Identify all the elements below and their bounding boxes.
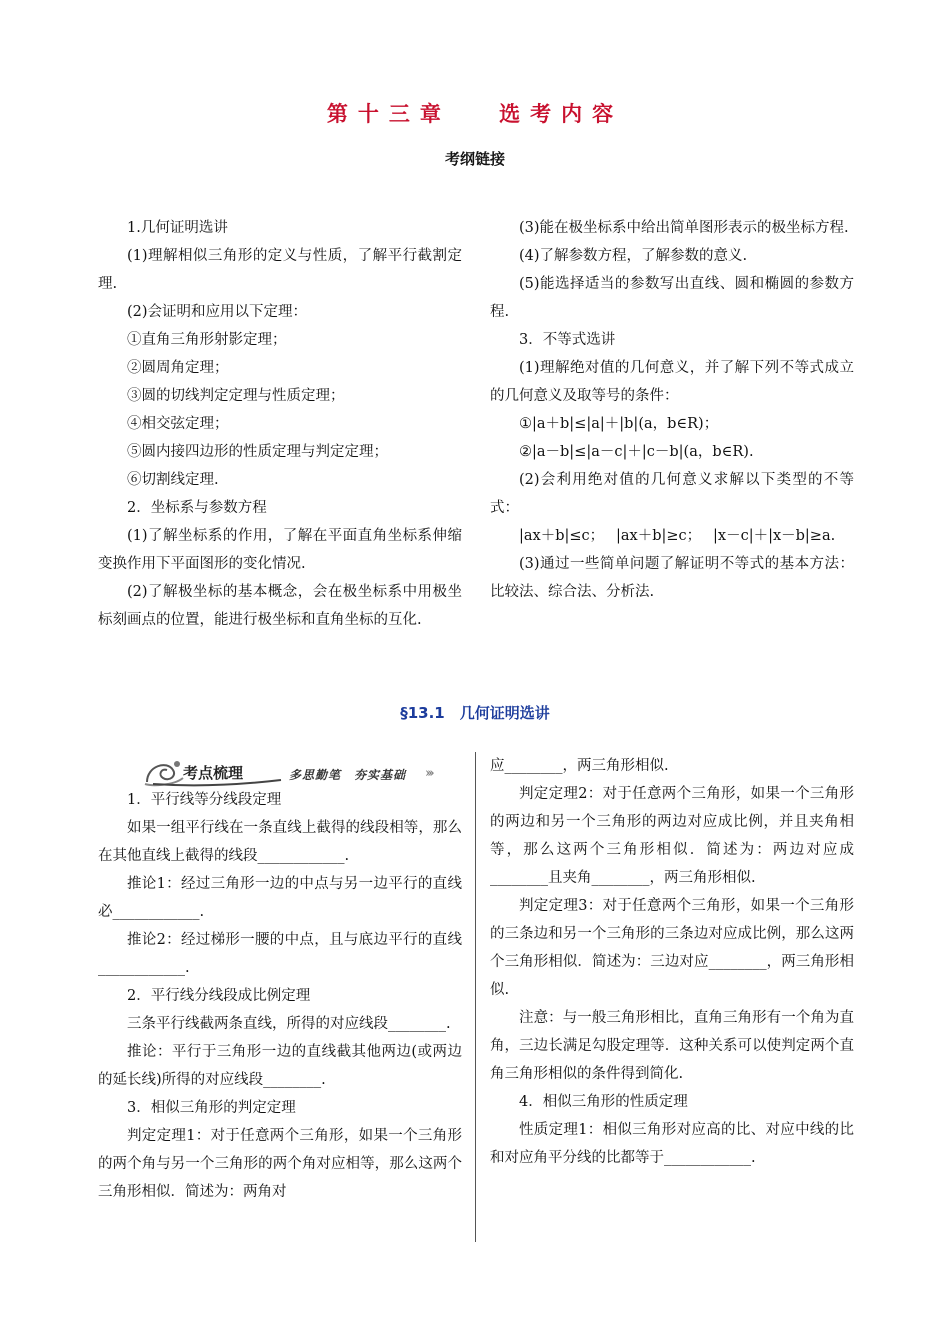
outline-item: (1)理解相似三角形的定义与性质，了解平行截割定理. bbox=[98, 248, 462, 292]
review-left-column bbox=[98, 786, 462, 1206]
review-item: 性质定理1：相似三角形对应高的比、对应中线的比和对应角平分线的比都等于____________. bbox=[490, 1122, 854, 1166]
outline-item: (2)了解极坐标的基本概念，会在极坐标系中用极坐标刻画点的位置，能进行极坐标和直角坐标的互化. bbox=[98, 584, 462, 628]
review-item: 三条平行线截两条直线，所得的对应线段________. bbox=[127, 1016, 451, 1032]
outline-heading: 考纲链接 bbox=[444, 150, 505, 168]
outline-item: ②圆周角定理； bbox=[127, 360, 229, 376]
outline-item: ⑥切割线定理. bbox=[127, 472, 219, 488]
chapter-title: 第十三章 选考内容 bbox=[326, 102, 624, 126]
banner-slogan: 多思勤笔 夯实基础 bbox=[289, 768, 407, 782]
outline-item: (3)通过一些简单问题了解证明不等式的基本方法：比较法、综合法、分析法. bbox=[490, 556, 854, 600]
outline-item: (3)能在极坐标系中给出简单图形表示的极坐标方程. bbox=[519, 220, 849, 236]
outline-item: (4)了解参数方程，了解参数的意义. bbox=[519, 248, 748, 264]
review-item: 判定定理3：对于任意两个三角形，如果一个三角形的三条边和另一个三角形的三条边对应成比例，那么这两个三角形相似．简述为：三边对应________，两三角形相似. bbox=[490, 898, 854, 998]
section-title: §13.1 几何证明选讲 bbox=[400, 704, 550, 722]
banner-label: 考点梳理 bbox=[183, 764, 244, 782]
review-item: 判定定理2：对于任意两个三角形，如果一个三角形的两边和另一个三角形的两边对应成比例，并且夹角相等，那么这两个三角形相似．简述为：两边对应成________且夹角________，两三角形相似. bbox=[490, 786, 854, 886]
review-banner bbox=[143, 756, 473, 790]
outline-item: 1.几何证明选讲 bbox=[127, 220, 228, 236]
review-item: 如果一组平行线在一条直线上截得的线段相等，那么在其他直线上截得的线段____________. bbox=[98, 820, 462, 864]
review-item: 判定定理1：对于任意两个三角形，如果一个三角形的两个角与另一个三角形的两个角对应相等，那么这两个三角形相似．简述为：两角对 bbox=[98, 1128, 462, 1200]
review-item: 应________，两三角形相似. bbox=[490, 758, 669, 774]
review-right-column bbox=[490, 752, 854, 1172]
outline-right-column bbox=[490, 214, 854, 606]
outline-item: |ax＋b|≤c； |ax＋b|≥c； |x－c|＋|x－b|≥a. bbox=[519, 528, 836, 544]
column-divider bbox=[475, 752, 476, 1242]
outline-item: ②|a－b|≤|a－c|＋|c－b|(a，b∈R). bbox=[519, 444, 754, 460]
outline-item: (5)能选择适当的参数写出直线、圆和椭圆的参数方程. bbox=[490, 276, 854, 320]
review-item: 4．相似三角形的性质定理 bbox=[519, 1094, 688, 1110]
outline-left-column bbox=[98, 214, 462, 634]
double-chevron-icon: ››› bbox=[425, 766, 432, 781]
outline-item: 3．不等式选讲 bbox=[519, 332, 616, 348]
review-item: 注意：与一般三角形相比，直角三角形有一个角为直角，三边长满足勾股定理等．这种关系可以使判定两个直角三角形相似的条件得到简化. bbox=[490, 1010, 854, 1082]
outline-item: ⑤圆内接四边形的性质定理与判定定理； bbox=[127, 444, 388, 460]
outline-item: (2)会证明和应用以下定理： bbox=[127, 304, 308, 320]
outline-item: ③圆的切线判定定理与性质定理； bbox=[127, 388, 345, 404]
review-item: 3．相似三角形的判定定理 bbox=[127, 1100, 296, 1116]
outline-item: 2．坐标系与参数方程 bbox=[127, 500, 267, 516]
outline-item: (1)了解坐标系的作用，了解在平面直角坐标系伸缩变换作用下平面图形的变化情况. bbox=[98, 528, 462, 572]
review-item: 推论1：经过三角形一边的中点与另一边平行的直线必____________. bbox=[98, 876, 462, 920]
review-item: 推论：平行于三角形一边的直线截其他两边(或两边的延长线)所得的对应线段________. bbox=[98, 1044, 462, 1088]
review-item: 1．平行线等分线段定理 bbox=[127, 792, 282, 808]
review-item: 2．平行线分线段成比例定理 bbox=[127, 988, 311, 1004]
outline-item: ①|a＋b|≤|a|＋|b|(a，b∈R)； bbox=[519, 416, 719, 432]
review-item: 推论2：经过梯形一腰的中点，且与底边平行的直线____________. bbox=[98, 932, 462, 976]
outline-item: (1)理解绝对值的几何意义，并了解下列不等式成立的几何意义及取等号的条件： bbox=[490, 360, 854, 404]
outline-item: ④相交弦定理； bbox=[127, 416, 229, 432]
outline-item: ①直角三角形射影定理； bbox=[127, 332, 287, 348]
outline-item: (2)会利用绝对值的几何意义求解以下类型的不等式： bbox=[490, 472, 854, 516]
